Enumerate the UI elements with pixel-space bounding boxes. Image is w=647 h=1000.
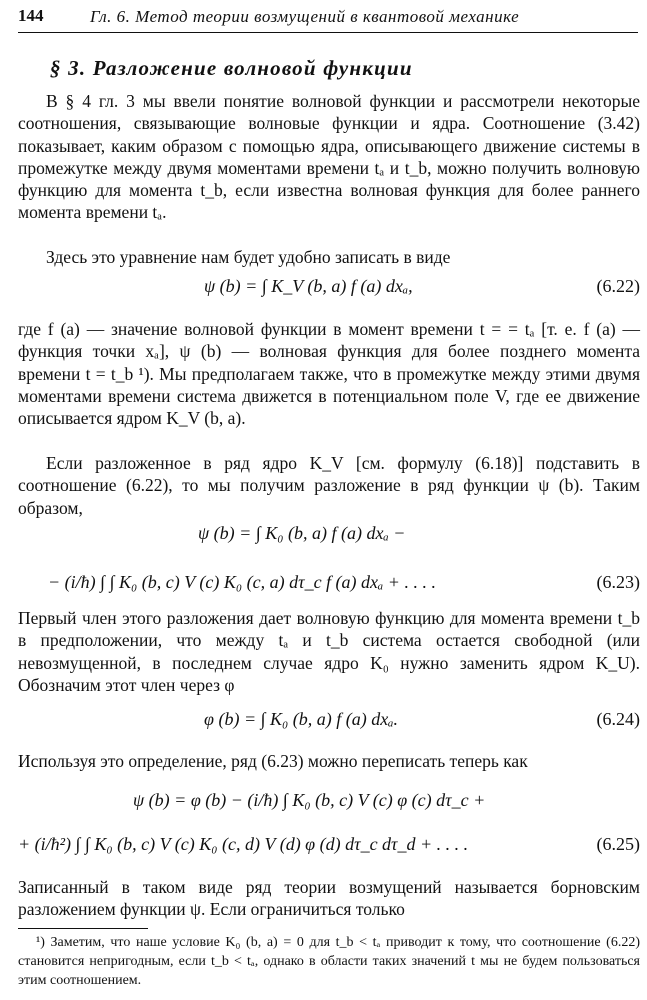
paragraph-1: В § 4 гл. 3 мы ввели понятие волновой функции и рассмотрели некоторые соотношения, связывающие волновые функции и ядра. Соотношение (3.42) показывает, каким образом с помощью ядра, описывающего движение системы в промежутке между двумя моментами времени tₐ и t_b, можно получить волновую функцию для момента t_b, если известна волновая функция для более раннего момента времени tₐ. — [18, 91, 640, 223]
equation-6-22 — [18, 268, 640, 308]
equation-6-25-line-2 — [18, 826, 640, 866]
footnote: ¹) Заметим, что наше условие K₀ (b, a) = 0 для t_b < tₐ приводит к тому, что соотношение (6.22) становится непригодным, если t_b < tₐ, однако в области таких значений t мы не будем пользоваться этим соотношением. — [18, 935, 640, 988]
equation-body: ψ (b) = ∫ K₀ (b, a) f (a) dxₐ − — [198, 523, 406, 543]
equation-6-24 — [18, 701, 640, 741]
paragraph-2: Здесь это уравнение нам будет удобно записать в виде — [46, 247, 451, 267]
footnote-rule — [18, 928, 148, 929]
paragraph-4: Если разложенное в ряд ядро K_V [см. формулу (6.18)] подставить в соотношение (6.22), то мы получим разложение в ряд функции ψ (b). Таким образом, — [18, 453, 640, 518]
equation-body: ψ (b) = φ (b) − (i/ħ) ∫ K₀ (b, c) V (c) φ (c) dτ_c + — [133, 790, 486, 810]
page-header — [18, 4, 638, 33]
equation-body: ψ (b) = ∫ K_V (b, a) f (a) dxₐ, — [204, 276, 413, 296]
equation-body: φ (b) = ∫ K₀ (b, a) f (a) dxₐ. — [204, 709, 399, 729]
paragraph-3: где f (a) — значение волновой функции в момент времени t = = tₐ [т. е. f (a) — функция точки xₐ], ψ (b) — волновая функция для более позднего момента времени t = t_b ¹). Мы предполагаем также, что в промежутке между этими двумя моментами времени система движется в потенциальном поле V, где ее движение описывается ядром K_V (b, a). — [18, 319, 640, 429]
equation-number: (6.23) — [596, 572, 640, 592]
running-title: Гл. 6. Метод теории возмущений в квантовой механике — [90, 7, 520, 26]
paragraph-6: Используя это определение, ряд (6.23) можно переписать теперь как — [18, 751, 528, 771]
equation-6-23-line-2 — [18, 564, 640, 604]
equation-body: + (i/ħ²) ∫ ∫ K₀ (b, c) V (c) K₀ (c, d) V (d) φ (d) dτ_c dτ_d + . . . . — [18, 834, 469, 854]
section-title: § 3. Разложение волновой функции — [50, 56, 413, 80]
equation-6-23-line-1 — [18, 515, 640, 555]
equation-number: (6.22) — [596, 276, 640, 296]
paragraph-7: Записанный в таком виде ряд теории возмущений называется борновским разложением функции ψ. Если ограничиться только — [18, 877, 640, 920]
equation-6-25-line-1 — [18, 782, 640, 822]
equation-number: (6.25) — [596, 834, 640, 854]
equation-number: (6.24) — [596, 709, 640, 729]
equation-body: − (i/ħ) ∫ ∫ K₀ (b, c) V (c) K₀ (c, a) dτ_c f (a) dxₐ + . . . . — [48, 572, 436, 592]
page-number: 144 — [18, 6, 44, 25]
paragraph-5: Первый член этого разложения дает волновую функцию для момента времени t_b в предположении, что между tₐ и t_b система остается свободной (или невозмущенной, в последнем случае ядро K₀ нужно заменить ядром K_U). Обозначим этот член через φ — [18, 608, 640, 695]
